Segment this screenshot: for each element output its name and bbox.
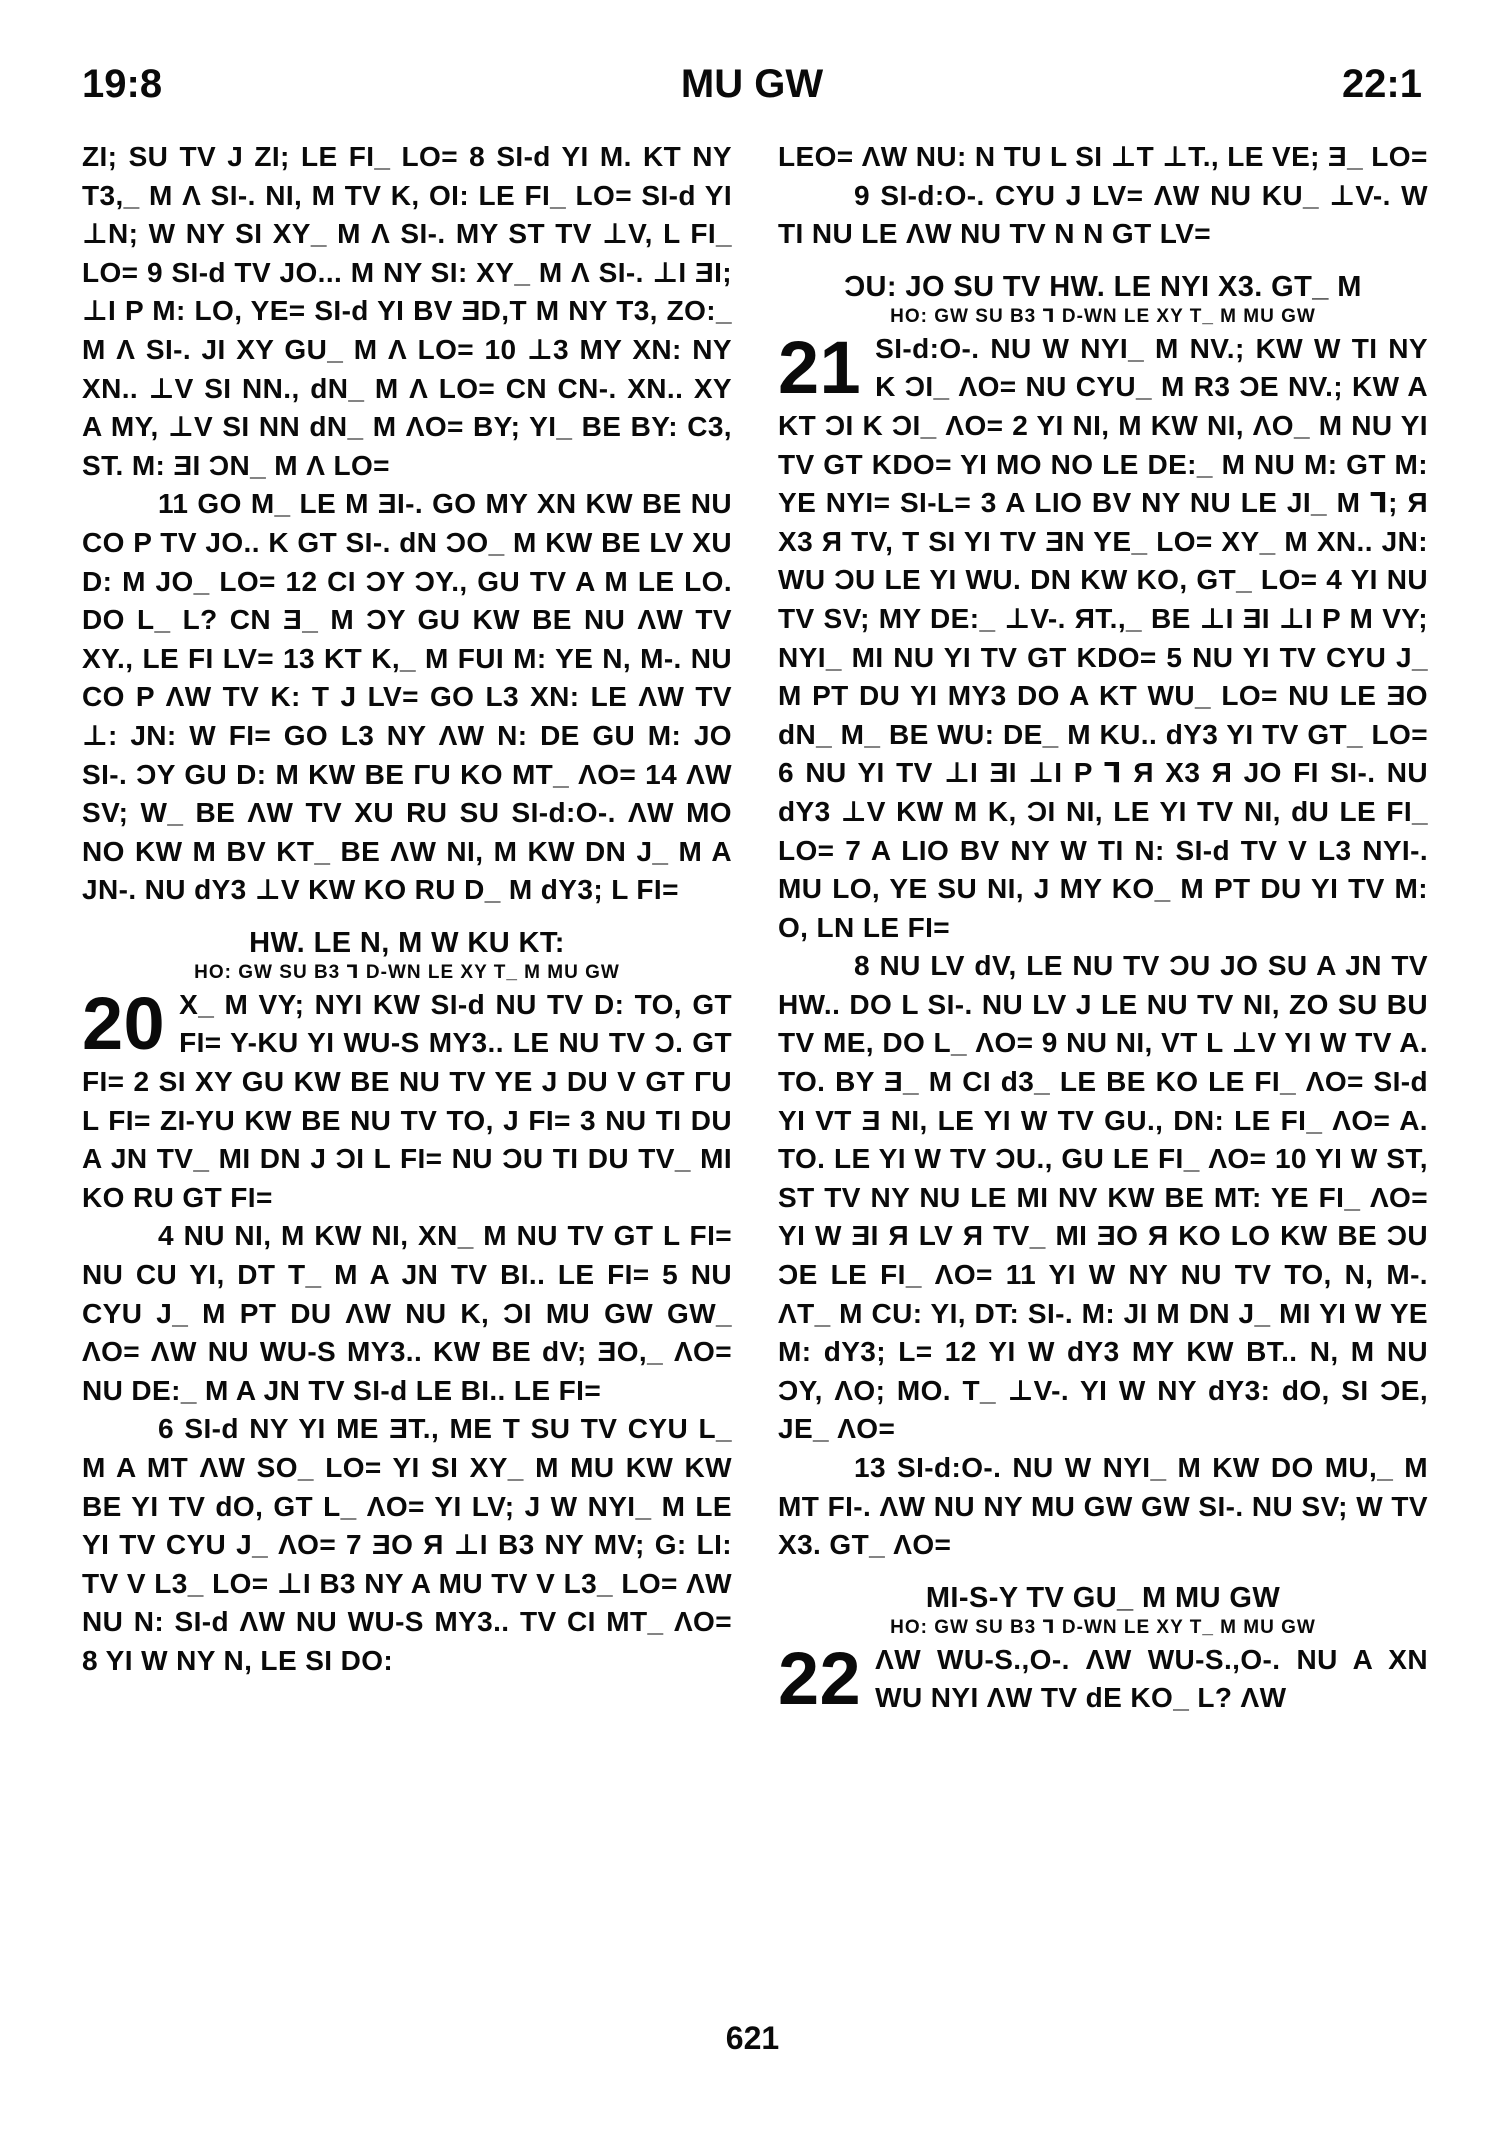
section-heading: MI-S-Y TV GU_ M MU GW — [925, 1581, 1281, 1614]
header-book-title: MU GW — [680, 62, 824, 106]
paragraph: ZI; SU TV J ZI; LE FI_ LO= 8 SI-d YI M. KT NY T3,_ M Λ SI-. NI, M TV K, OI: LE FI_ LO= SI-d YI ⊥N; W NY SI XY_ M Λ SI-. MY ST TV ⊥V, L FI_ LO= 9 SI-d TV JO... M NY SI: XY_ M Λ SI-. ⊥I ƎI; ⊥I P M: LO, YE= SI-d YI BV ƎD,T M NY T3, ZO:_ M Λ SI-. JI XY GU_ M Λ LO= 10 ⊥3 MY XN: NY XN.. ⊥V SI NN., dN_ M Λ LO= CN CN-. XN.. XY A MY, ⊥V SI NN dN_ M ΛO= BY; YI_ BE BY: C3, ST. M: ƎI ƆN_ M Λ LO= — [82, 141, 732, 481]
paragraph: 13 SI-d:O-. NU W NYI_ M KW DO MU,_ M MT FI-. ΛW NU NY MU GW GW SI-. NU SV; W TV X3. GT_ ΛO= — [778, 1452, 1428, 1561]
section-heading: HW. LE N, M W KU KT: — [249, 926, 565, 959]
paragraph: X_ M VY; NYI KW SI-d NU TV D: TO, GT FI= Y-KU YI WU-S MY3.. LE NU TV Ɔ. GT FI= 2 SI XY GU KW BE NU TV YE J DU V GT ΓU L FI= ZI-YU KW BE NU TV TO, J FI= 3 NU TI DU A JN TV_ MI DN J ƆI L FI= NU ƆU TI DU TV_ MI KO RU GT FI= — [82, 988, 732, 1213]
paragraph: 6 SI-d NY YI ME ƎT., ME T SU TV CYU L_ M A MT ΛW SO_ LO= YI SI XY_ M MU KW KW BE YI TV dO, GT L_ ΛO= YI LV; J W NYI_ M LE YI TV CYU J_ ΛO= 7 ƎO Я ⊥I B3 NY MV; G: LI: TV V L3_ LO= ⊥I B3 NY A MU TV V L3_ LO= ΛW NU N: SI-d ΛW NU WU-S MY3.. TV CI MT_ ΛO= 8 YI W NY N, LE SI DO: — [82, 1413, 732, 1676]
paragraph: 8 NU LV dV, LE NU TV ƆU JO SU A JN TV HW.. DO L SI-. NU LV J LE NU TV NI, ZO SU BU TV ME, DO L_ ΛO= 9 NU NI, VT L ⊥V YI W TV A. TO. BY Ǝ_ M CI d3_ LE BE KO LE FI_ ΛO= SI-d YI VT Ǝ NI, LE YI W TV GU., DN: LE FI_ ΛO= A. TO. LE YI W TV ƆU., GU LE FI_ ΛO= 10 YI W ST, ST TV NY NU LE MI NV KW BE MT: YE FI_ ΛO= YI W ƎI Я LV Я TV_ MI ƎO Я KO LO KW BE ƆU ƆE LE FI_ ΛO= 11 YI W NY NU TV TO, N, M-. ΛT_ M CU: YI, DT: SI-. M: JI M DN J_ MI YI W YE M: dY3; L= 12 YI W dY3 MY KW BT.. N, M NU ƆY, ΛO; MO. T_ ⊥V-. YI W NY dY3: dO, SI ƆE, JE_ ΛO= — [778, 950, 1428, 1445]
section-reference: HO: GW SU B3 Ꞁ D-WN LE XY T_ M MU GW — [890, 305, 1316, 327]
paragraph: SI-d:O-. NU W NYI_ M NV.; KW W TI NY K ƆI_ ΛO= NU CYU_ M R3 ƆE NV.; KW A KT ƆI K ƆI_ ΛO= 2 YI NI, M KW NI, ΛO_ M NU YI TV GT KDO= YI MO NO LE DE:_ M NU M: GT M: YE NYI= SI-L= 3 A LIO BV NY NU LE JI_ M Ꞁ; Я X3 Я TV, T SI YI TV ƎN YE_ LO= XY_ M XN.. JN: WU ƆU LE YI WU. DN KW KO, GT_ LO= 4 YI NU TV SV; MY DE:_ ⊥V-. ЯT.,_ BE ⊥I ƎI ⊥I P M VY; NYI_ MI NU YI TV GT KDO= 5 NU YI TV CYU J_ M PT DU YI MY3 DO A KT WU_ LO= NU LE ƎO dN_ M_ BE WU: DE_ M KU.. dY3 YI TV GT_ LO= 6 NU YI TV ⊥I ƎI ⊥I P Ꞁ Я X3 Я JO FI SI-. NU dY3 ⊥V KW M K, ƆI NI, LE YI TV NI, dU LE FI_ LO= 7 A LIO BV NY W TI N: SI-d TV V L3 NYI-. MU LO, YE SU NI, J MY KO_ M PT DU YI TV M: O, LN LE FI= — [778, 332, 1428, 943]
chapter-number: 21 — [778, 325, 862, 409]
paragraph: 9 SI-d:O-. CYU J LV= ΛW NU KU_ ⊥V-. W TI NU LE ΛW NU TV N N GT LV= — [778, 179, 1428, 250]
paragraph: ΛW WU-S.,O-. ΛW WU-S.,O-. NU A XN WU NYI ΛW TV dE KO_ L? ΛW — [875, 1643, 1428, 1714]
paragraph: 4 NU NI, M KW NI, XN_ M NU TV GT L FI= NU CU YI, DT T_ M A JN TV BI.. LE FI= 5 NU CYU J_ M PT DU ΛW NU K, ƆI MU GW GW_ ΛO= ΛW NU WU-S MY3.. KW BE dV; ƎO,_ ΛO= NU DE:_ M A JN TV SI-d LE BI.. LE FI= — [82, 1220, 732, 1406]
right-column — [778, 138, 1428, 1718]
paragraph: 11 GO M_ LE M ƎI-. GO MY XN KW BE NU CO P TV JO.. K GT SI-. dN ƆO_ M KW BE LV XU D: M JO_ LO= 12 CI ƆY ƆY., GU TV A M LE LO. DO L_ L? CN Ǝ_ M ƆY GU KW BE NU ΛW TV XY., LE FI LV= 13 KT K,_ M FUI M: YE N, M-. NU CO P ΛW TV K: T J LV= GO L3 XN: LE ΛW TV ⊥: JN: W FI= GO L3 NY ΛW N: DE GU M: JO SI-. ƆY GU D: M KW BE ΓU KO MT_ ΛO= 14 ΛW SV; W_ BE ΛW TV XU RU SU SI-d:O-. ΛW MO NO KW M BV KT_ BE ΛW NI, M KW DN J_ M A JN-. NU dY3 ⊥V KW KO RU D_ M dY3; L FI= — [82, 488, 732, 906]
section-heading: ƆU: JO SU TV HW. LE NYI X3. GT_ M — [844, 270, 1362, 303]
section-reference: HO: GW SU B3 Ꞁ D-WN LE XY T_ M MU GW — [194, 961, 620, 983]
header-left-ref: 19:8 — [82, 62, 163, 106]
paragraph: LEO= ΛW NU: N TU L SI ⊥T ⊥T., LE VE; Ǝ_ LO= — [778, 141, 1428, 172]
section-reference: HO: GW SU B3 Ꞁ D-WN LE XY T_ M MU GW — [890, 1616, 1316, 1638]
header-right-ref: 22:1 — [1341, 62, 1422, 106]
running-header — [82, 62, 1422, 122]
chapter-number: 20 — [82, 981, 166, 1065]
left-column — [82, 138, 732, 1681]
chapter-number: 22 — [778, 1636, 862, 1720]
page-number: 621 — [725, 2020, 780, 2056]
